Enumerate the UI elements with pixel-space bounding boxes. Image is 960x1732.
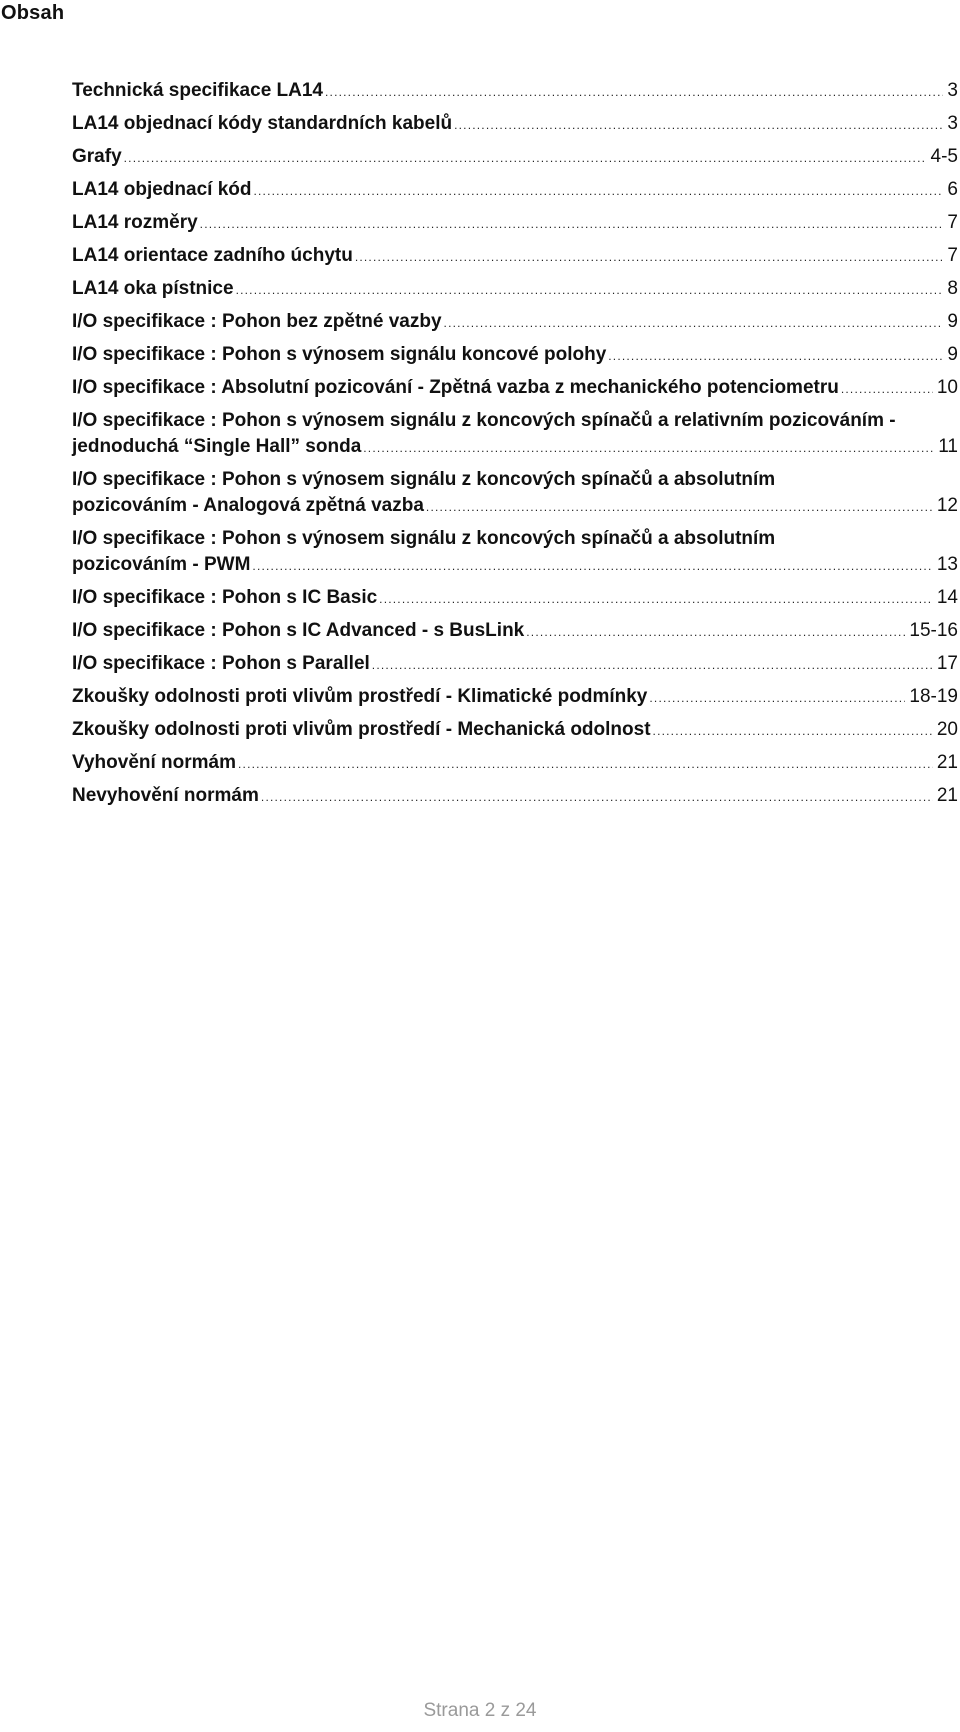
toc-entry-title: I/O specifikace : Pohon s IC Advanced - s BusLink [72,620,525,641]
toc-entry-title: LA14 objednací kódy standardních kabelů [72,113,453,134]
toc-entry-page: 3 [947,113,958,134]
spacer [72,236,958,243]
toc-entry-page: 17 [936,653,958,674]
toc-entry-title: Zkoušky odolnosti proti vlivům prostředí - Mechanická odolnost [72,719,651,740]
toc-entry-page: 9 [947,344,958,365]
toc-entry[interactable] [72,243,958,269]
toc-entry-page: 12 [936,495,958,516]
toc-entry-page: 3 [947,80,958,101]
toc-entry[interactable] [72,717,958,743]
spacer [72,578,958,585]
page-title: Obsah [1,2,65,24]
toc-entry-title: LA14 objednací kód [72,179,252,200]
toc-entry-title: Grafy [72,146,122,167]
spacer [72,335,958,342]
toc-entry-page: 14 [936,587,958,608]
toc-entry-title-line2: jednoduchá “Single Hall” sonda [72,436,362,457]
toc-entry[interactable] [72,618,958,644]
toc-entry-page: 15-16 [909,620,958,641]
toc-entry[interactable] [72,783,958,809]
spacer [72,677,958,684]
toc-leader [252,553,932,579]
toc-entry[interactable] [72,276,958,302]
toc-entry[interactable] [72,210,958,236]
spacer [72,302,958,309]
toc-entry-title-line1: I/O specifikace : Pohon s výnosem signálu z koncových spínačů a absolutním [72,469,776,490]
toc-entry[interactable] [72,309,958,335]
toc-leader [444,310,944,336]
toc-leader [363,435,934,461]
toc-leader [355,244,944,270]
spacer [72,401,958,408]
toc-entry-title: Vyhovění normám [72,752,237,773]
toc-entry[interactable] [72,375,958,401]
spacer [72,368,958,375]
spacer [72,269,958,276]
spacer [72,137,958,144]
toc-leader [325,79,943,105]
toc-entry-page: 10 [936,377,958,398]
toc-entry-page: 8 [947,278,958,299]
toc-entry-title: I/O specifikace : Pohon s Parallel [72,653,370,674]
toc-leader [454,112,943,138]
toc-entry-page: 18-19 [909,686,958,707]
toc-leader [124,145,927,171]
toc-entry[interactable] [72,177,958,203]
spacer [72,644,958,651]
toc-entry[interactable] [72,467,958,519]
toc-entry[interactable] [72,526,958,578]
spacer [72,460,958,467]
toc-leader [841,376,933,402]
toc-entry-title: I/O specifikace : Pohon s výnosem signálu koncové polohy [72,344,607,365]
toc-leader [379,586,933,612]
toc-entry[interactable] [72,585,958,611]
toc-entry-title-line1: I/O specifikace : Pohon s výnosem signálu z koncových spínačů a relativním pozicováním - [72,410,896,431]
toc-entry-title: LA14 orientace zadního úchytu [72,245,353,266]
spacer [72,203,958,210]
toc-entry-page: 9 [947,311,958,332]
toc-leader [236,277,944,303]
toc-entry-title: I/O specifikace : Pohon s IC Basic [72,587,378,608]
toc-entry-page: 7 [947,212,958,233]
toc-entry[interactable] [72,78,958,104]
spacer [72,170,958,177]
page-footer: Strana 2 z 24 [423,1700,537,1721]
toc-entry-page: 13 [936,554,958,575]
toc-entry-title: LA14 rozměry [72,212,198,233]
toc-entry-title: LA14 oka pístnice [72,278,234,299]
toc-entry-page: 21 [936,785,958,806]
toc-entry-title: Nevyhovění normám [72,785,259,806]
toc-leader [653,718,933,744]
spacer [72,519,958,526]
toc-entry-page: 20 [936,719,958,740]
table-of-contents [72,78,958,809]
spacer [72,710,958,717]
toc-entry-page: 6 [947,179,958,200]
toc-entry[interactable] [72,342,958,368]
toc-entry[interactable] [72,408,958,460]
toc-entry-page: 11 [938,436,958,457]
toc-entry[interactable] [72,111,958,137]
toc-leader [238,751,933,777]
toc-leader [261,784,933,810]
toc-leader [253,178,943,204]
toc-entry-page: 4-5 [930,146,958,167]
toc-entry-title: I/O specifikace : Absolutní pozicování - Zpětná vazba z mechanického potenciometru [72,377,839,398]
spacer [72,104,958,111]
toc-entry-page: 21 [936,752,958,773]
toc-entry-title-line1: I/O specifikace : Pohon s výnosem signálu z koncových spínačů a absolutním [72,528,776,549]
spacer [72,611,958,618]
spacer [72,776,958,783]
toc-entry-title-line2: pozicováním - Analogová zpětná vazba [72,495,424,516]
toc-entry[interactable] [72,750,958,776]
toc-entry-title-line2: pozicováním - PWM [72,554,251,575]
toc-entry[interactable] [72,684,958,710]
toc-entry-title: Zkoušky odolnosti proti vlivům prostředí - Klimatické podmínky [72,686,648,707]
toc-entry[interactable] [72,651,958,677]
toc-entry[interactable] [72,144,958,170]
toc-leader [608,343,943,369]
toc-leader [426,494,933,520]
toc-leader [372,652,933,678]
toc-leader [526,619,905,645]
toc-entry-title: I/O specifikace : Pohon bez zpětné vazby [72,311,442,332]
toc-leader [200,211,944,237]
toc-entry-page: 7 [947,245,958,266]
spacer [72,743,958,750]
toc-entry-title: Technická specifikace LA14 [72,80,323,101]
toc-leader [649,685,905,711]
